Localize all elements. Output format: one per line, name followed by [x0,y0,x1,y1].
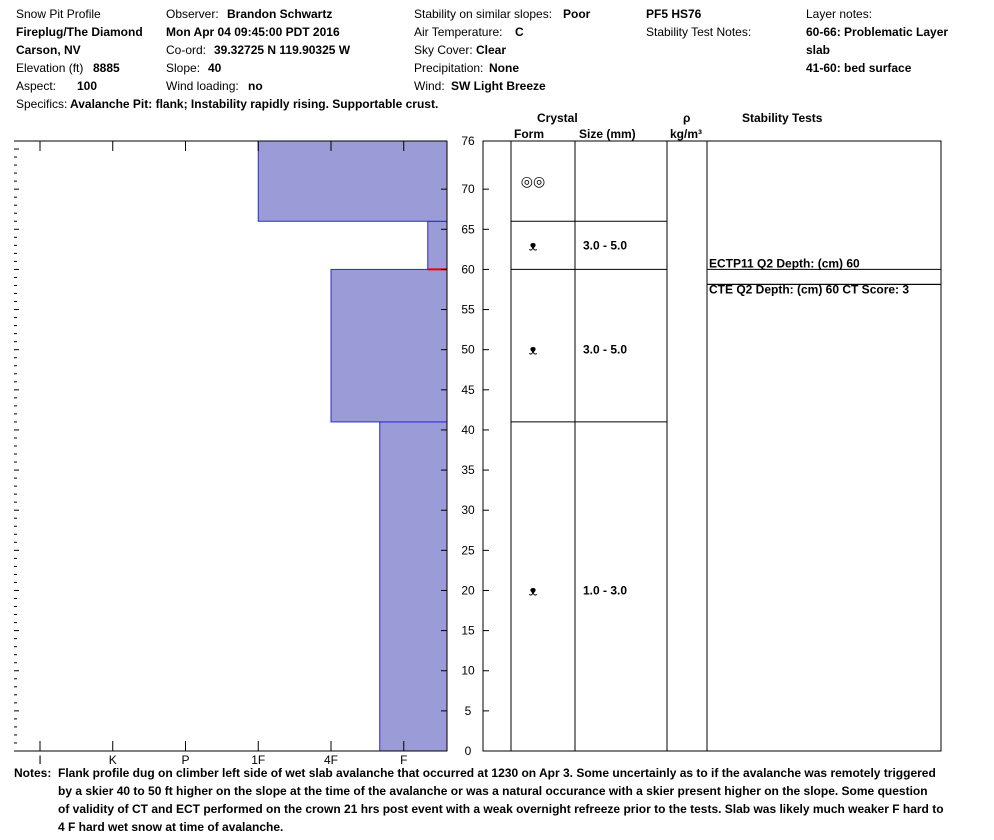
notes-line: 4 F hard wet snow at time of avalanche. [58,820,284,834]
hardness-tick-label: 1F [251,753,266,767]
notes-line: by a skier 40 to 50 ft higher on the slope at the time of the avalanche or was a natural occurance with a skier present higher on the slope. Some question [58,784,928,798]
stability-test-label: ECTP11 Q2 Depth: (cm) 60 [709,256,860,271]
size-header: Size (mm) [579,127,636,141]
crystal-size: 1.0 - 3.0 [583,583,628,598]
form-header: Form [514,127,544,141]
stability-test-label: CTE Q2 Depth: (cm) 60 CT Score: 3 [709,282,910,297]
hardness-bar [428,221,447,269]
layer-note: 41-60: bed surface [806,61,912,75]
hardness-tick-label: I [38,753,42,767]
stability-notes-label: Stability Test Notes: [646,25,752,39]
elevation-label: Elevation (ft) [16,61,84,75]
depth-tick-label: 30 [461,503,475,518]
profile-title: Snow Pit Profile [16,7,101,21]
wind-value: SW Light Breeze [451,79,546,93]
precip-label: Precipitation: [414,61,484,75]
layer-note: 60-66: Problematic Layer [806,25,949,39]
rho-header: ρ [683,111,691,125]
notes-line: of validity of CT and ECT performed on the crown 21 hrs post event with a weak overnight refreeze prior to the tests. Slab was likely much weaker F hard to [58,802,944,816]
stability-tests-header: Stability Tests [742,111,823,125]
crystal-header: Crystal [537,111,578,125]
observer-value: Brandon Schwartz [227,7,333,21]
hardness-tick-label: F [400,753,408,767]
specifics-value: Avalanche Pit: flank; Instability rapidly rising. Supportable crust. [70,97,439,111]
layer-note: slab [806,43,831,57]
hardness-bar [380,422,447,751]
stability-value: Poor [563,7,591,21]
hardness-tick-label: 4F [323,753,339,767]
notes-label: Notes: [14,766,52,780]
air-temp-value: C [515,25,524,39]
elevation-value: 8885 [93,61,120,75]
wind-loading-value: no [248,79,263,93]
depth-tick-label: 50 [461,342,475,357]
crystal-size: 3.0 - 5.0 [583,342,628,357]
specifics-label: Specifics: [16,97,68,111]
observer-label: Observer: [166,7,219,21]
depth-tick-label: 20 [461,583,475,598]
aspect-value: 100 [77,79,98,93]
depth-tick-label: 35 [461,463,475,478]
coord-value: 39.32725 N 119.90325 W [214,43,351,57]
pf-code: PF5 HS76 [646,7,702,21]
wind-loading-label: Wind loading: [166,79,239,93]
sky-value: Clear [476,43,507,57]
sky-label: Sky Cover: [414,43,473,57]
crystal-form-icon: ᴥ [528,238,538,255]
crystal-form-icon: ᴥ [528,342,538,359]
depth-tick-label: 15 [461,623,475,638]
stability-label: Stability on similar slopes: [414,7,553,21]
region-name: Carson, NV [16,43,81,57]
depth-tick-label: 76 [461,134,475,148]
depth-tick-label: 65 [461,222,475,237]
hardness-bar [258,141,447,221]
wind-label: Wind: [414,79,445,93]
location-name: Fireplug/The Diamond [16,25,143,39]
depth-tick-label: 10 [461,663,475,678]
depth-tick-label: 45 [461,382,475,397]
coord-label: Co-ord: [166,43,207,57]
depth-tick-label: 60 [461,262,475,277]
precip-value: None [489,61,519,75]
crystal-form-icon: ᴥ [528,583,538,600]
depth-tick-label: 40 [461,422,475,437]
hardness-tick-label: P [181,753,190,767]
observation-datetime: Mon Apr 04 09:45:00 PDT 2016 [166,25,340,39]
air-temp-label: Air Temperature: [414,25,503,39]
depth-tick-label: 0 [464,744,472,758]
depth-tick-label: 55 [461,302,475,317]
aspect-label: Aspect: [16,79,57,93]
density-unit-header: kg/m³ [670,127,703,141]
notes-line: Flank profile dug on climber left side of wet slab avalanche that occurred at 1230 on Apr 3. Some uncertainly as to if the avalanche was remotely triggered [58,766,936,780]
crystal-form-icon: ◎◎ [520,174,546,191]
depth-tick-label: 25 [461,543,475,558]
hardness-bar [331,269,447,422]
depth-tick-label: 5 [464,703,472,718]
hardness-tick-label: K [108,753,117,767]
crystal-size: 3.0 - 5.0 [583,238,628,253]
depth-tick-label: 70 [461,182,475,197]
crystal-panel [483,141,941,751]
layer-notes-label: Layer notes: [806,7,873,21]
slope-value: 40 [208,61,222,75]
slope-label: Slope: [166,61,201,75]
